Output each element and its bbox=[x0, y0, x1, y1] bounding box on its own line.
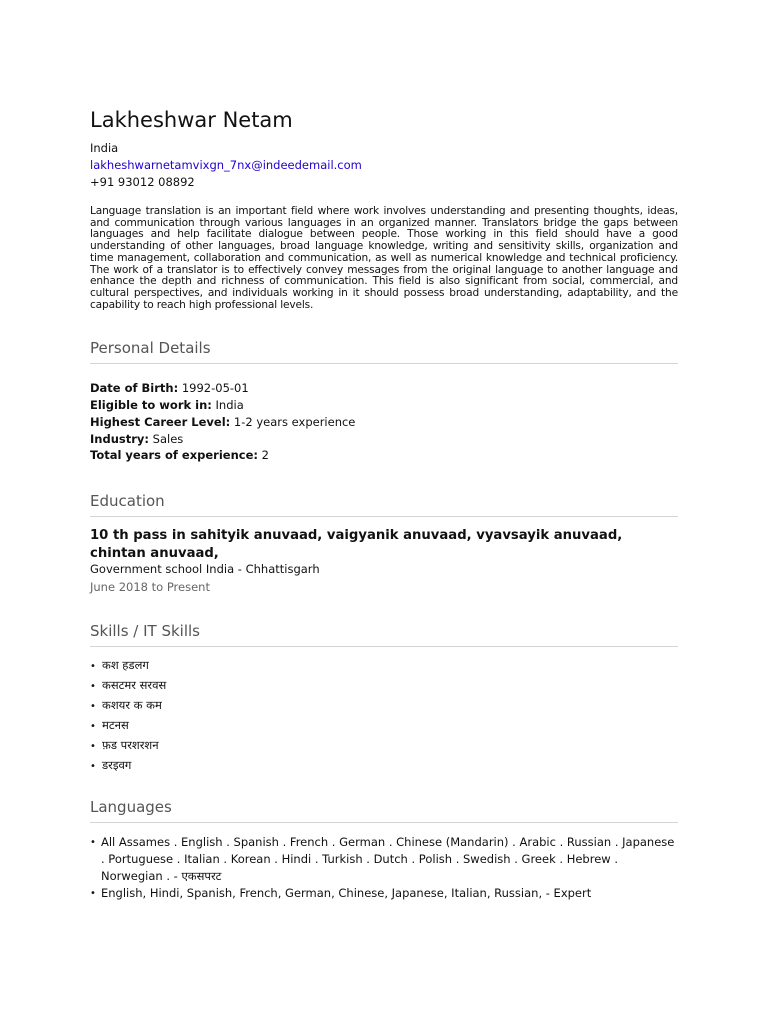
detail-label: Date of Birth: bbox=[90, 381, 179, 395]
skill-item bbox=[90, 758, 131, 774]
phone-number: +91 93012 08892 bbox=[90, 175, 195, 189]
skill-item bbox=[90, 738, 159, 754]
location: India bbox=[90, 141, 119, 155]
detail-label: Eligible to work in: bbox=[90, 398, 212, 412]
language-text: English, Hindi, Spanish, French, German, Chinese, Japanese, Italian, Russian, - Expert bbox=[101, 886, 592, 900]
section-title-personal-details: Personal Details bbox=[90, 339, 211, 357]
detail-value: 1-2 years experience bbox=[233, 415, 356, 429]
skill-label: कसटमर सरवस bbox=[102, 678, 167, 692]
detail-row-career-level bbox=[90, 415, 355, 429]
candidate-name: Lakheshwar Netam bbox=[90, 108, 293, 132]
education-dates: June 2018 to Present bbox=[90, 580, 210, 594]
detail-row-eligible-to-work bbox=[90, 398, 244, 412]
section-divider bbox=[90, 822, 678, 823]
bullet-icon: • bbox=[90, 681, 96, 692]
language-list-item bbox=[90, 834, 678, 885]
section-title-skills: Skills / IT Skills bbox=[90, 622, 200, 640]
education-degree: 10 th pass in sahityik anuvaad, vaigyanik anuvaad, vyavsayik anuvaad, chintan anuvaad, bbox=[90, 528, 623, 561]
skill-label: मटनस bbox=[102, 718, 129, 732]
bullet-icon: • bbox=[90, 661, 96, 672]
section-title-languages: Languages bbox=[90, 798, 172, 816]
detail-value: 1992-05-01 bbox=[181, 381, 249, 395]
bullet-icon: • bbox=[90, 888, 96, 899]
skill-label: कश हडलग bbox=[102, 658, 149, 672]
section-divider bbox=[90, 363, 678, 364]
skill-label: डरइवग bbox=[102, 758, 132, 772]
section-divider bbox=[90, 516, 678, 517]
skill-item bbox=[90, 678, 166, 694]
skill-label: फ़ड परशरशन bbox=[102, 738, 159, 752]
summary-paragraph: Language translation is an important field where work involves understanding and presenting thoughts, ideas, and communication through various languages in an organized manner. Translators bridge the gaps between languages and help facilitate dialogue between people. Those working in this field should have a good understanding of other languages, broad language knowledge, writing and sensitivity skills, organization and time management, collaboration and communication, as well as numerical knowledge and technical proficiency. The work of a translator is to effectively convey messages from the original language to another language and enhance the depth and richness of communication. This field is also significant from social, commercial, and cultural perspectives, and individuals working in it should possess broad understanding, adaptability, and the capability to reach high professional levels. bbox=[90, 205, 678, 311]
detail-value: India bbox=[215, 398, 244, 412]
language-text: All Assames . English . Spanish . French . German . Chinese (Mandarin) . Arabic . Russian . Japanese . Portuguese . Italian . Korean . Hindi . Turkish . Dutch . Polish . Swedish . Greek . Hebrew . Norwegian . - एकसपरट bbox=[101, 835, 675, 883]
detail-label: Highest Career Level: bbox=[90, 415, 231, 429]
language-list-item bbox=[90, 885, 678, 902]
section-divider bbox=[90, 646, 678, 647]
bullet-icon: • bbox=[90, 721, 96, 732]
detail-value: Sales bbox=[152, 432, 184, 446]
detail-label: Total years of experience: bbox=[90, 448, 258, 462]
skill-label: कशयर क कम bbox=[102, 698, 162, 712]
detail-value: 2 bbox=[261, 448, 269, 462]
education-school: Government school India - Chhattisgarh bbox=[90, 562, 320, 576]
section-title-education: Education bbox=[90, 492, 165, 510]
skill-item bbox=[90, 718, 129, 734]
detail-label: Industry: bbox=[90, 432, 149, 446]
bullet-icon: • bbox=[90, 761, 96, 772]
detail-row-date-of-birth bbox=[90, 381, 249, 395]
skill-item bbox=[90, 698, 162, 714]
detail-row-industry bbox=[90, 432, 183, 446]
bullet-icon: • bbox=[90, 701, 96, 712]
detail-row-total-experience bbox=[90, 448, 269, 462]
bullet-icon: • bbox=[90, 837, 96, 848]
skill-item bbox=[90, 658, 149, 674]
email-link[interactable]: lakheshwarnetamvixgn_7nx@indeedemail.com bbox=[90, 158, 362, 172]
bullet-icon: • bbox=[90, 741, 96, 752]
